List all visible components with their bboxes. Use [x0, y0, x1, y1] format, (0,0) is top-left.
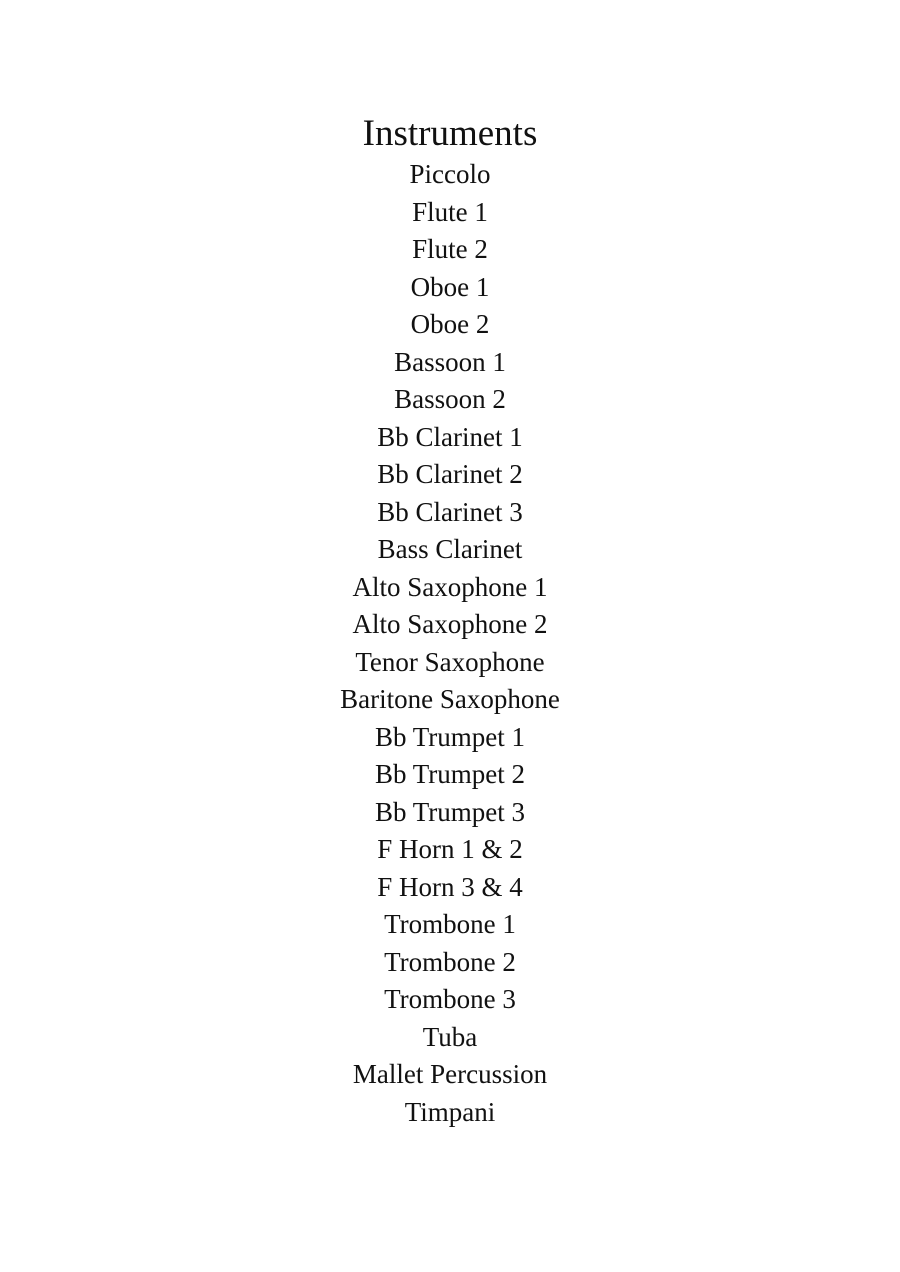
instrument-item: Piccolo: [409, 159, 491, 189]
instrument-item: Alto Saxophone 1: [352, 571, 548, 602]
instrument-item: Bb Trumpet 2: [374, 759, 526, 789]
instrument-item: Timpani: [404, 1096, 496, 1127]
instrument-item: Flute 1: [412, 196, 488, 227]
instrument-item: F Horn 3 & 4: [377, 871, 523, 902]
instrument-item: Bb Clarinet 2: [377, 459, 523, 489]
instrument-item: Bb Trumpet 3: [374, 796, 526, 827]
instrument-item: Oboe 2: [410, 309, 490, 339]
instrument-item: Tuba: [422, 1021, 478, 1052]
instrument-item: Trombone 3: [384, 984, 516, 1014]
instrument-item: Oboe 1: [410, 271, 490, 302]
instrument-list: [0, 156, 900, 1131]
instrument-item: Tenor Saxophone: [355, 646, 545, 677]
instrument-item: Bassoon 2: [394, 384, 506, 414]
instrument-item: Bb Trumpet 1: [374, 721, 526, 752]
instrument-item: Bb Clarinet 3: [377, 496, 523, 527]
instrument-item: Trombone 1: [384, 909, 516, 939]
instrument-item: Flute 2: [412, 234, 488, 264]
instrument-item: F Horn 1 & 2: [377, 834, 523, 864]
instrument-item: Baritone Saxophone: [340, 684, 560, 714]
instrument-item: Mallet Percussion: [352, 1059, 548, 1089]
instrument-item: Bb Clarinet 1: [377, 421, 523, 452]
instrument-item: Bassoon 1: [394, 346, 506, 377]
instrument-item: Alto Saxophone 2: [352, 609, 548, 639]
page-title: Instruments: [362, 113, 538, 154]
instrument-item: Trombone 2: [384, 946, 516, 977]
instrument-item: Bass Clarinet: [377, 534, 523, 564]
